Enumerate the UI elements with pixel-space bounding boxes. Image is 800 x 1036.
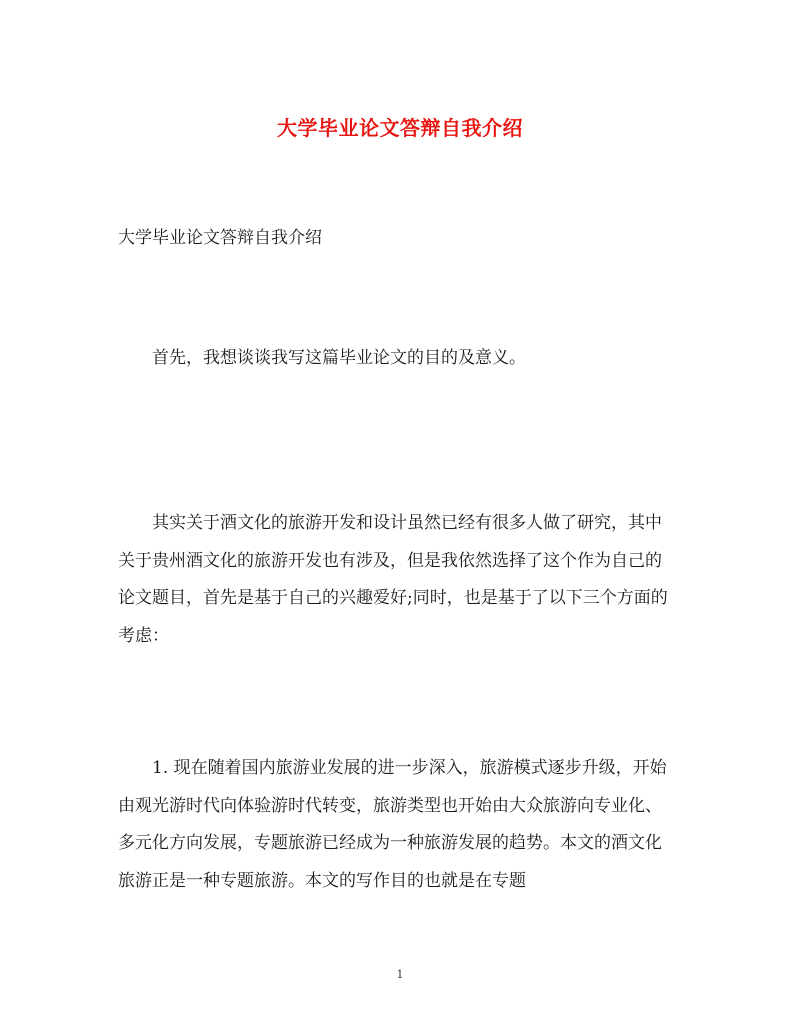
document-title: 大学毕业论文答辩自我介绍 (277, 116, 523, 140)
paragraph-purpose: 首先，我想谈谈我写这篇毕业论文的目的及意义。 (152, 348, 526, 368)
paragraph-background: 其实关于酒文化的旅游开发和设计虽然已经有很多人做了研究，其中关于贵州酒文化的旅游开发也有涉及，但是我依然选择了这个作为自己的论文题目，首先是基于自己的兴趣爱好;同时，也是基于了以下三个方面的考虑： (118, 513, 668, 646)
page-number: 1 (396, 968, 404, 981)
document-subtitle: 大学毕业论文答辩自我介绍 (118, 228, 322, 248)
paragraph-point-one: 1. 现在随着国内旅游业发展的进一步深入，旅游模式逐步升级，开始由观光游时代向体验游时代转变，旅游类型也开始由大众旅游向专业化、多元化方向发展，专题旅游已经成为一种旅游发展的趋势。本文的酒文化旅游正是一种专题旅游。本文的写作目的也就是在专题 (118, 758, 667, 891)
